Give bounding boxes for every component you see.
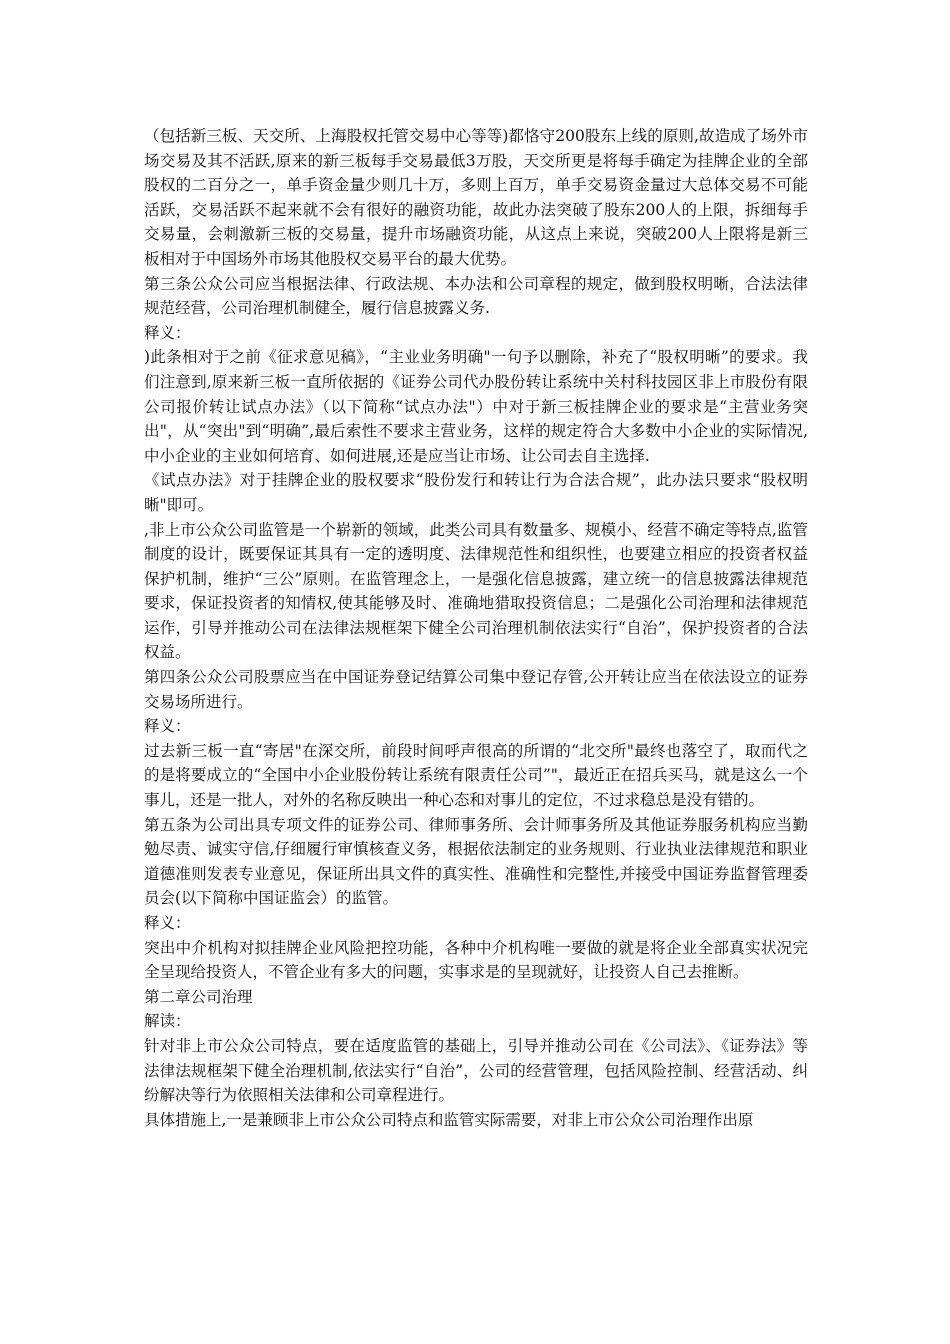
paragraph-chapter-2-commentary: 针对非上市公众公司特点，要在适度监管的基础上，引导并推动公司在《公司法》、《证券法》等法律法规框架下健全治理机制,依法实行“自治”，公司的经营管理，包括风险控制、经营活动、纠纷解决等行为依照相关法律和公司章程进行。 [144, 1036, 808, 1105]
paragraph-article-3: 第三条公众公司应当根据法律、行政法规、本办法和公司章程的规定，做到股权明晰，合法法律规范经营，公司治理机制健全，履行信息披露义务. [144, 274, 808, 318]
paragraph-article-5-interpretation: 突出中介机构对拟挂牌企业风险把控功能，各种中介机构唯一要做的就是将企业全部真实状况完全呈现给投资人，不管企业有多大的问题，实事求是的呈现就好，让投资人自己去推断。 [144, 938, 808, 982]
paragraph-supervision-philosophy: ,非上市公众公司监管是一个崭新的领域，此类公司具有数量多、规模小、经营不确定等特点,监管制度的设计，既要保证其具有一定的透明度、法律规范性和组织性，也要建立相应的投资者权益保护机制，维护“三公”原则。在监管理念上，一是强化信息披露，建立统一的信息披露法律规范要求，保证投资者的知情权,使其能够及时、准确地猎取投资信息；二是强化公司治理和法律规范运作，引导并推动公司在法律法规框架下健全公司治理机制依法实行“自治”，保护投资者的合法权益。 [144, 520, 808, 662]
paragraph-commentary-label: 解读： [144, 1012, 191, 1031]
paragraph-article-4-interpretation: 过去新三板一直“寄居"在深交所，前段时间呼声很高的所谓的“北交所"最终也落空了，取而代之的是将要成立的“全国中小企业股份转让系统有限责任公司”"，最近正在招兵买马，就是这么一个事儿，还是一批人，对外的名称反映出一种心态和对事儿的定位，不过求稳总是没有错的。 [144, 741, 808, 810]
paragraph-interpretation-label: 释义： [144, 717, 191, 736]
paragraph-interpretation-label: 释义： [144, 323, 191, 342]
paragraph-article-3-interpretation: )此条相对于之前《征求意见稿》，“主业业务明确"一句予以删除，补充了“股权明晰”的要求。我们注意到,原来新三板一直所依据的《证券公司代办股份转让系统中关村科技园区非上市股份有限公司报价转让试点办法》（以下简称“试点办法"）中对于新三板挂牌企业的要求是“主营业务突出"，从“突出"到“明确”,最后索性不要求主营业务，这样的规定符合大多数中小企业的实际情况,中小企业的主业如何培育、如何进展,还是应当让市场、让公司去自主选择. [144, 348, 808, 465]
document-body [144, 124, 808, 1132]
paragraph-trial-measures: 《试点办法》对于挂牌企业的股权要求“股份发行和转让行为合法合规”，此办法只要求“股权明晰"即可。 [144, 471, 808, 514]
paragraph-200-shareholder-limit: （包括新三板、天交所、上海股权托管交易中心等等)都恪守200股东上线的原则,故造成了场外市场交易及其不活跃,原来的新三板每手交易最低3万股，天交所更是将每手确定为挂牌企业的全部股权的二百分之一，单手资金量少则几十万，多则上百万，单手交易资金量过大总体交易不可能活跃，交易活跃不起来就不会有很好的融资功能，故此办法突破了股东200人的上限，拆细每手交易量，会刺激新三板的交易量，提升市场融资功能，从这点上来说，突破200人上限将是新三板相对于中国场外市场其他股权交易平台的最大优势。 [144, 127, 808, 268]
paragraph-interpretation-label: 释义： [144, 914, 191, 932]
chapter-heading: 第二章公司治理 [144, 987, 253, 1006]
paragraph-article-5: 第五条为公司出具专项文件的证券公司、律师事务所、会计师事务所及其他证券服务机构应当勤勉尽责、诚实守信,仔细履行审慎核查义务，根据依法制定的业务规则、行业执业法律规范和职业道德准则发表专业意见，保证所出具文件的真实性、准确性和完整性,并接受中国证券监督管理委员会(以下简称中国证监会）的监管。 [144, 815, 808, 908]
paragraph-specific-measures: 具体措施上,一是兼顾非上市公众公司特点和监管实际需要，对非上市公众公司治理作出原 [144, 1110, 754, 1129]
paragraph-article-4: 第四条公众公司股票应当在中国证券登记结算公司集中登记存管,公开转让应当在依法设立的证券交易场所进行。 [144, 668, 808, 711]
